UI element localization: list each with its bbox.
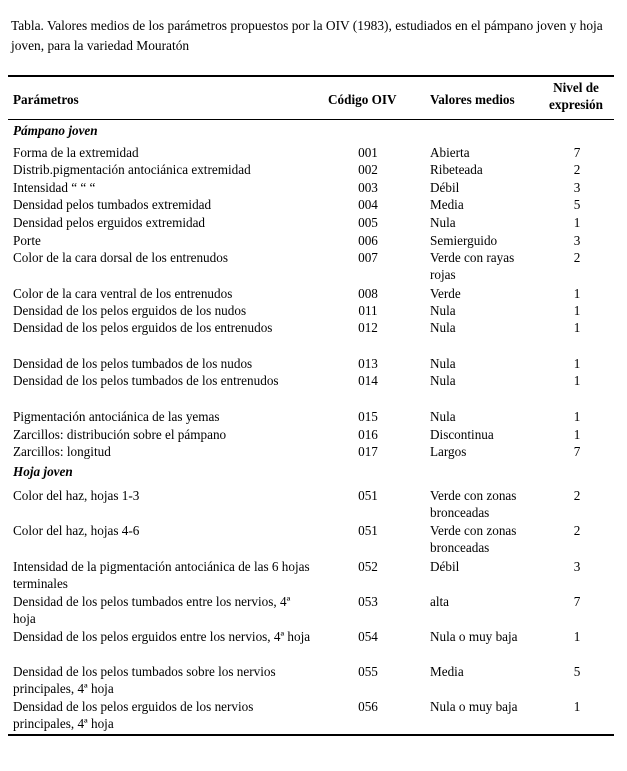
row-code-oiv: 017 [358,444,378,459]
row-parameter: Distrib.pigmentación antociánica extremidad [13,162,251,177]
row-nivel-expresion: 2 [573,162,581,177]
row-parameter: Pigmentación antociánica de las yemas [13,409,220,424]
row-nivel-expresion: 1 [573,320,581,335]
row-code-oiv: 056 [358,699,378,714]
row-nivel-expresion: 5 [573,664,581,679]
row-parameter: Color de la cara dorsal de los entrenudos [13,250,228,265]
row-nivel-expresion: 1 [573,629,581,644]
row-code-oiv: 014 [358,373,378,388]
row-code-oiv: 051 [358,523,378,538]
row-code-oiv: 006 [358,233,378,248]
row-nivel-expresion: 1 [573,409,581,424]
header-nivel-expresion: Nivel de expresión [549,80,603,112]
row-parameter: Intensidad de la pigmentación antociánica de las 6 hojas terminales [13,559,310,591]
row-nivel-expresion: 2 [573,488,581,503]
row-code-oiv: 007 [358,250,378,265]
row-nivel-expresion: 1 [573,427,581,442]
bottom-rule [8,734,614,736]
row-valor-medio: Ribeteada [430,162,483,177]
row-valor-medio: Media [430,664,464,679]
row-code-oiv: 004 [358,197,378,212]
row-valor-medio: Verde con zonas bronceadas [430,488,517,520]
row-parameter: Densidad pelos erguidos extremidad [13,215,206,230]
row-nivel-expresion: 3 [573,180,581,195]
row-valor-medio: alta [430,594,450,609]
row-parameter: Densidad de los pelos tumbados de los entrenudos [13,373,279,388]
row-valor-medio: Débil [430,559,460,574]
row-valor-medio: Verde [430,286,461,301]
row-parameter: Densidad de los pelos tumbados sobre los nervios principales, 4ª hoja [13,664,276,696]
row-valor-medio: Discontinua [430,427,494,442]
row-nivel-expresion: 1 [573,215,581,230]
row-code-oiv: 012 [358,320,378,335]
row-code-oiv: 001 [358,145,378,160]
row-nivel-expresion: 1 [573,373,581,388]
row-code-oiv: 053 [358,594,378,609]
row-nivel-expresion: 3 [573,559,581,574]
row-code-oiv: 055 [358,664,378,679]
row-nivel-expresion: 2 [573,250,581,265]
section-title: Hoja joven [13,464,73,479]
row-nivel-expresion: 1 [573,286,581,301]
row-parameter: Color del haz, hojas 1-3 [13,488,140,503]
row-parameter: Forma de la extremidad [13,145,139,160]
row-code-oiv: 011 [358,303,378,318]
row-code-oiv: 002 [358,162,378,177]
row-nivel-expresion: 2 [573,523,581,538]
row-nivel-expresion: 5 [573,197,581,212]
row-valor-medio: Nula [430,356,456,371]
row-valor-medio: Nula [430,409,456,424]
row-code-oiv: 051 [358,488,378,503]
row-valor-medio: Nula [430,373,456,388]
row-parameter: Densidad pelos tumbados extremidad [13,197,212,212]
section-title: Pámpano joven [13,123,98,138]
row-valor-medio: Nula o muy baja [430,629,518,644]
row-nivel-expresion: 7 [573,444,581,459]
row-code-oiv: 052 [358,559,378,574]
header-valores-medios: Valores medios [430,92,515,107]
table-caption: Tabla. Valores medios de los parámetros propuestos por la OIV (1983), estudiados en el pámpano joven y hoja joven, para la variedad Mouratón [11,18,603,53]
row-valor-medio: Abierta [430,145,470,160]
row-parameter: Densidad de los pelos erguidos de los entrenudos [13,320,273,335]
row-parameter: Densidad de los pelos erguidos entre los nervios, 4ª hoja [13,629,311,644]
row-nivel-expresion: 3 [573,233,581,248]
row-parameter: Zarcillos: distribución sobre el pámpano [13,427,227,442]
row-code-oiv: 054 [358,629,378,644]
row-valor-medio: Largos [430,444,467,459]
row-nivel-expresion: 1 [573,699,581,714]
row-valor-medio: Verde con zonas bronceadas [430,523,517,555]
row-parameter: Densidad de los pelos erguidos de los nervios principales, 4ª hoja [13,699,254,731]
row-parameter: Zarcillos: longitud [13,444,111,459]
row-nivel-expresion: 7 [573,145,581,160]
row-valor-medio: Nula [430,215,456,230]
row-valor-medio: Media [430,197,464,212]
row-valor-medio: Nula o muy baja [430,699,518,714]
row-valor-medio: Verde con rayas rojas [430,250,515,282]
row-nivel-expresion: 7 [573,594,581,609]
row-valor-medio: Débil [430,180,460,195]
row-nivel-expresion: 1 [573,356,581,371]
row-parameter: Densidad de los pelos tumbados entre los nervios, 4ª hoja [13,594,291,626]
row-code-oiv: 005 [358,215,378,230]
header-codigo-oiv: Código OIV [328,92,397,107]
row-code-oiv: 015 [358,409,378,424]
row-parameter: Intensidad “ “ “ [13,180,96,195]
row-code-oiv: 013 [358,356,378,371]
row-parameter: Densidad de los pelos tumbados de los nudos [13,356,253,371]
row-valor-medio: Nula [430,303,456,318]
row-code-oiv: 016 [358,427,378,442]
header-parametros: Parámetros [13,92,79,107]
row-valor-medio: Nula [430,320,456,335]
row-parameter: Porte [13,233,41,248]
row-valor-medio: Semierguido [430,233,498,248]
row-parameter: Color del haz, hojas 4-6 [13,523,140,538]
row-code-oiv: 008 [358,286,378,301]
row-code-oiv: 003 [358,180,378,195]
row-nivel-expresion: 1 [573,303,581,318]
row-parameter: Densidad de los pelos erguidos de los nudos [13,303,247,318]
row-parameter: Color de la cara ventral de los entrenudos [13,286,233,301]
